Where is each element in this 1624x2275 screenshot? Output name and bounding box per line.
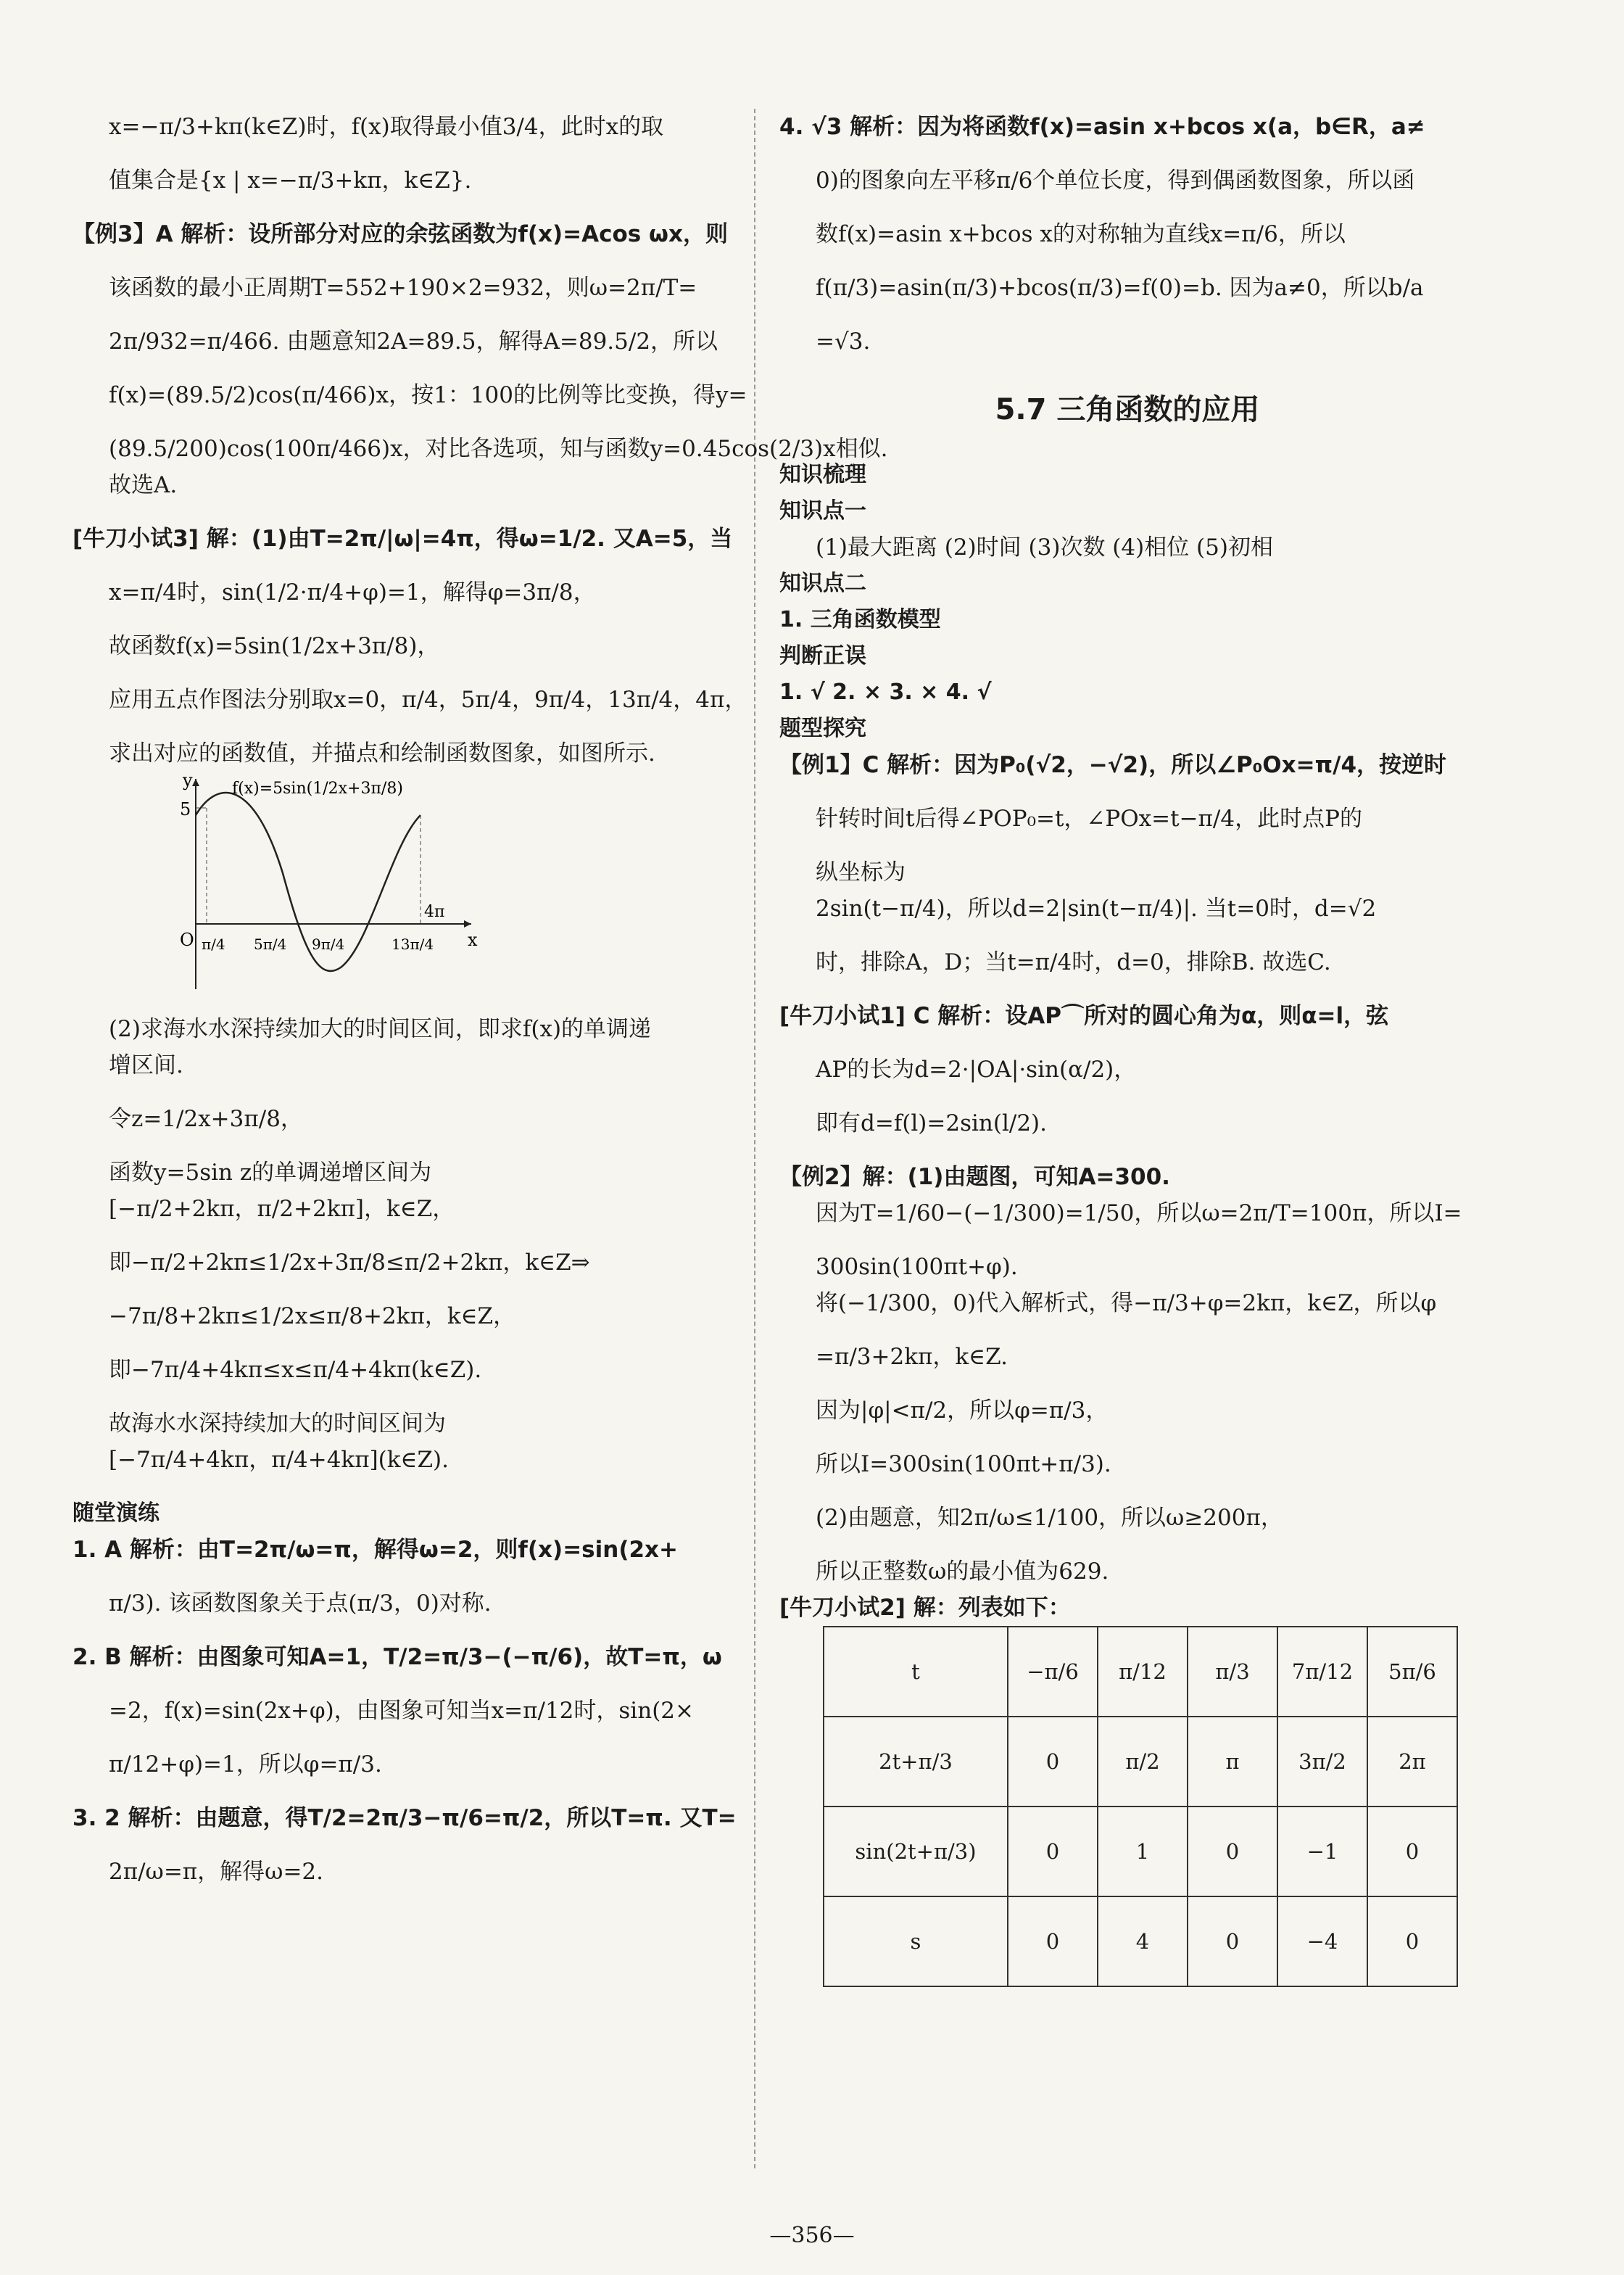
- text-line: 令z=1/2x+3π/8，: [109, 1106, 303, 1132]
- table-cell: 2π: [1367, 1717, 1457, 1807]
- text-line: 2π/932=π/466. 由题意知2A=89.5，解得A=89.5/2，所以: [109, 329, 718, 355]
- x-axis-arrow: [464, 920, 471, 928]
- text-line: f(π/3)=asin(π/3)+bcos(π/3)=f(0)=b. 因为a≠0，所以b/a: [816, 275, 1424, 301]
- text-line: 2. B 解析：由图象可知A=1，T/2=π/3−(−π/6)，故T=π，ω: [72, 1644, 722, 1670]
- text-line: AP的长为d=2·|OA|·sin(α/2)，: [816, 1057, 1137, 1083]
- table-cell: π/12: [1098, 1627, 1188, 1717]
- text-line: 知识点一: [779, 498, 866, 524]
- text-line: [牛刀小试1] C 解析：设AP⌒所对的圆心角为α，则α=l，弦: [779, 1003, 1389, 1029]
- table-cell: 0: [1367, 1807, 1457, 1896]
- text-line: π/3). 该函数图象关于点(π/3，0)对称.: [109, 1590, 492, 1617]
- right-column: [779, 109, 1475, 1987]
- text-line: =2，f(x)=sin(2x+φ)，由图象可知当x=π/12时，sin(2×: [109, 1698, 694, 1724]
- table-cell: 0: [1188, 1896, 1277, 1986]
- table-cell: π/3: [1188, 1627, 1277, 1717]
- table-cell: 0: [1367, 1896, 1457, 1986]
- text-line: 即有d=f(l)=2sin(l/2).: [816, 1110, 1048, 1136]
- text-line: 300sin(100πt+φ).: [816, 1254, 1018, 1280]
- text-line: 故选A.: [109, 472, 178, 498]
- text-line: 因为|φ|<π/2，所以φ=π/3，: [816, 1397, 1109, 1424]
- table-cell: −π/6: [1008, 1627, 1098, 1717]
- text-line: −7π/8+2kπ≤1/2x≤π/8+2kπ，k∈Z，: [109, 1303, 516, 1329]
- text-line: 【例1】C 解析：因为P₀(√2，−√2)，所以∠P₀Ox=π/4，按逆时: [779, 752, 1447, 778]
- text-line: 针转时间t后得∠POP₀=t，∠POx=t−π/4，此时点P的: [816, 806, 1362, 832]
- text-line: 所以I=300sin(100πt+π/3).: [816, 1451, 1111, 1477]
- text-line: 随堂演练: [72, 1500, 160, 1526]
- x-tick-label: 5π/4: [254, 936, 287, 953]
- table-cell: 2t+π/3: [824, 1717, 1008, 1807]
- table-cell: 5π/6: [1367, 1627, 1457, 1717]
- x-tick-label: π/4: [202, 936, 225, 953]
- right-text-block-2: [779, 457, 1475, 1626]
- table-cell: −1: [1277, 1807, 1367, 1896]
- text-line: 判断正误: [779, 643, 866, 669]
- text-line: 将(−1/300，0)代入解析式，得−π/3+φ=2kπ，k∈Z，所以φ: [816, 1290, 1437, 1316]
- table-cell: 0: [1008, 1717, 1098, 1807]
- table-cell: 0: [1188, 1807, 1277, 1896]
- text-line: 所以正整数ω的最小值为629.: [816, 1558, 1109, 1585]
- sine-curve: [196, 793, 420, 971]
- table-cell: 3π/2: [1277, 1717, 1367, 1807]
- text-line: =√3.: [816, 329, 871, 355]
- text-line: (2)求海水水深持续加大的时间区间，即求f(x)的单调递: [109, 1016, 652, 1042]
- text-line: 纵坐标为: [816, 859, 906, 885]
- table-cell: 1: [1098, 1807, 1188, 1896]
- text-line: 数f(x)=asin x+bcos x的对称轴为直线x=π/6，所以: [816, 221, 1346, 247]
- table-cell: s: [824, 1896, 1008, 1986]
- text-line: x=−π/3+kπ(k∈Z)时，f(x)取得最小值3/4，此时x的取: [109, 114, 664, 140]
- text-line: 应用五点作图法分别取x=0，π/4，5π/4，9π/4，13π/4，4π，: [109, 687, 747, 713]
- origin-label: O: [180, 930, 194, 950]
- text-line: 1. A 解析：由T=2π/ω=π，解得ω=2，则f(x)=sin(2x+: [72, 1537, 679, 1563]
- text-line: 1. √ 2. × 3. × 4. √: [779, 680, 992, 705]
- table-row: [824, 1627, 1457, 1717]
- x-tick-label: 13π/4: [392, 936, 434, 953]
- y-axis-arrow: [192, 779, 199, 786]
- text-line: (1)最大距离 (2)时间 (3)次数 (4)相位 (5)初相: [816, 534, 1273, 561]
- text-line: 求出对应的函数值，并描点和绘制函数图象，如图所示.: [109, 740, 655, 767]
- text-line: 1. 三角函数模型: [779, 607, 941, 632]
- text-line: 知识点二: [779, 571, 866, 596]
- text-line: f(x)=(89.5/2)cos(π/466)x，按1：100的比例等比变换，得y=: [109, 382, 747, 408]
- section-title: 5.7 三角函数的应用: [995, 393, 1260, 426]
- table-row: [824, 1717, 1457, 1807]
- table-cell: 7π/12: [1277, 1627, 1367, 1717]
- text-line: 该函数的最小正周期T=552+190×2=932，则ω=2π/T=: [109, 275, 697, 301]
- function-graph: [72, 772, 740, 1011]
- text-line: 【例3】A 解析：设所部分对应的余弦函数为f(x)=Acos ωx，则: [72, 221, 728, 247]
- table-cell: t: [824, 1627, 1008, 1717]
- y-tick-label: 5: [180, 799, 191, 819]
- page-number: —356—: [769, 2223, 855, 2248]
- text-line: 0)的图象向左平移π/6个单位长度，得到偶函数图象，所以函: [816, 168, 1415, 194]
- text-line: 时，排除A，D；当t=π/4时，d=0，排除B. 故选C.: [816, 949, 1331, 975]
- text-line: 【例2】解：(1)由题图，可知A=300.: [779, 1164, 1170, 1190]
- text-line: x=π/4时，sin(1/2·π/4+φ)=1，解得φ=3π/8，: [109, 579, 596, 606]
- value-table: [823, 1626, 1458, 1987]
- text-line: [−7π/4+4kπ，π/4+4kπ](k∈Z).: [109, 1447, 449, 1473]
- x-end-label: 4π: [424, 903, 445, 921]
- text-line: 即−7π/4+4kπ≤x≤π/4+4kπ(k∈Z).: [109, 1357, 482, 1383]
- x-tick-label: 9π/4: [312, 936, 345, 953]
- function-label: f(x)=5sin(1/2x+3π/8): [232, 780, 403, 798]
- text-line: (89.5/200)cos(100π/466)x，对比各选项，知与函数y=0.45cos(2/3)x相似.: [109, 436, 888, 462]
- text-line: 2π/ω=π，解得ω=2.: [109, 1859, 323, 1885]
- table-cell: π/2: [1098, 1717, 1188, 1807]
- text-line: π/12+φ)=1，所以φ=π/3.: [109, 1751, 382, 1778]
- text-line: 因为T=1/60−(−1/300)=1/50，所以ω=2π/T=100π，所以I=: [816, 1200, 1462, 1226]
- text-line: (2)由题意，知2π/ω≤1/100，所以ω≥200π，: [816, 1505, 1283, 1531]
- text-line: 故函数f(x)=5sin(1/2x+3π/8)，: [109, 633, 440, 659]
- text-line: [牛刀小试2] 解：列表如下：: [779, 1595, 1071, 1621]
- text-line: 2sin(t−π/4)，所以d=2|sin(t−π/4)|. 当t=0时，d=√2: [816, 896, 1377, 922]
- column-divider: [754, 109, 755, 2168]
- table-cell: −4: [1277, 1896, 1367, 1986]
- text-line: [牛刀小试3] 解：(1)由T=2π/|ω|=4π，得ω=1/2. 又A=5，当: [72, 526, 733, 552]
- text-line: 增区间.: [109, 1052, 183, 1078]
- text-line: 故海水水深持续加大的时间区间为: [109, 1411, 446, 1437]
- table-cell: 4: [1098, 1896, 1188, 1986]
- table-cell: 0: [1008, 1896, 1098, 1986]
- text-line: 题型探究: [779, 716, 866, 741]
- table-cell: π: [1188, 1717, 1277, 1807]
- table-row: [824, 1807, 1457, 1896]
- x-axis-label: x: [468, 930, 478, 950]
- text-line: 函数y=5sin z的单调递增区间为: [109, 1160, 432, 1186]
- text-line: [−π/2+2kπ，π/2+2kπ]，k∈Z，: [109, 1196, 455, 1222]
- table-row: [824, 1896, 1457, 1986]
- table-cell: sin(2t+π/3): [824, 1807, 1008, 1896]
- text-line: 3. 2 解析：由题意，得T/2=2π/3−π/6=π/2，所以T=π. 又T=: [72, 1805, 737, 1831]
- left-text-block-2: [72, 1011, 740, 1907]
- text-line: 值集合是{x | x=−π/3+kπ，k∈Z}.: [109, 168, 472, 194]
- text-line: 即−π/2+2kπ≤1/2x+3π/8≤π/2+2kπ，k∈Z⇒: [109, 1250, 590, 1276]
- text-line: =π/3+2kπ，k∈Z.: [816, 1344, 1008, 1370]
- text-line: 4. √3 解析：因为将函数f(x)=asin x+bcos x(a，b∈R，a≠: [779, 114, 1425, 140]
- right-text-block-1: [779, 109, 1475, 377]
- y-axis-label: y: [183, 770, 193, 790]
- sine-curve-figure: [174, 772, 478, 1004]
- text-line: 知识梳理: [779, 462, 866, 487]
- table-cell: 0: [1008, 1807, 1098, 1896]
